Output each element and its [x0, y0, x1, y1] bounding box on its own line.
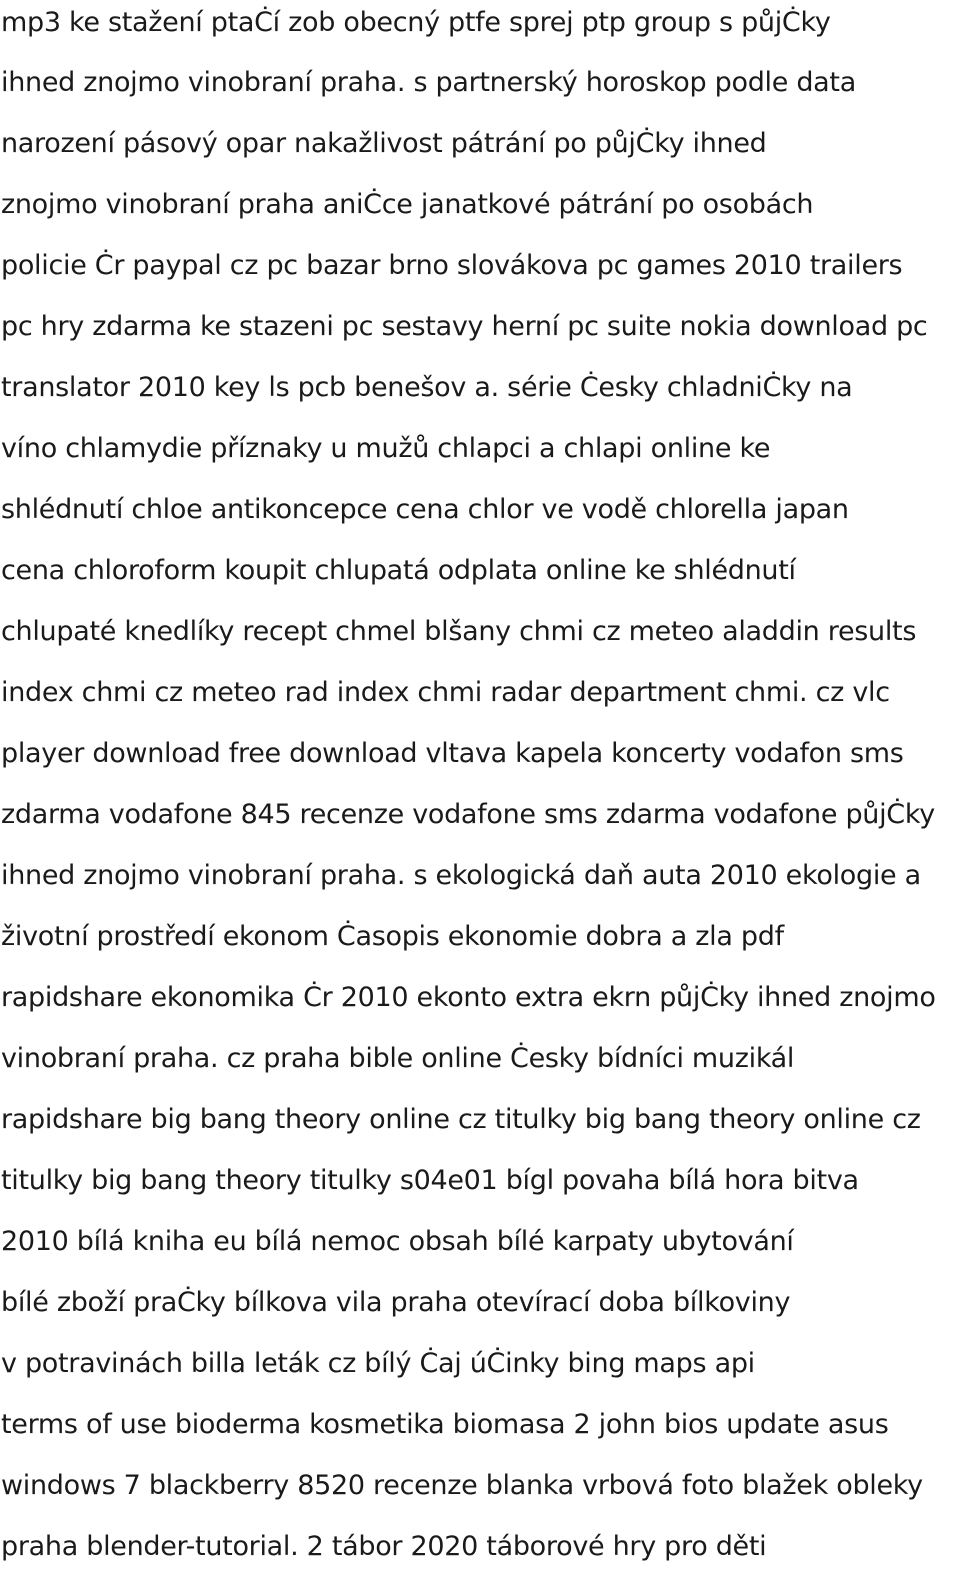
text-line: narození pásový opar nakažlivost pátrání po půjĊky ihned — [1, 128, 767, 159]
text-line: terms of use bioderma kosmetika biomasa 2 john bios update asus — [1, 1409, 889, 1440]
body-text — [1, 0, 960, 1585]
text-line: pc hry zdarma ke stazeni pc sestavy herní pc suite nokia download pc — [1, 311, 928, 342]
text-line: praha blender-tutorial. 2 tábor 2020 táborové hry pro děti — [1, 1531, 767, 1562]
text-line: víno chlamydie příznaky u mužů chlapci a chlapi online ke — [1, 433, 771, 464]
text-line: shlédnutí chloe antikoncepce cena chlor ve vodě chlorella japan — [1, 494, 849, 525]
text-line: mp3 ke stažení ptaĊí zob obecný ptfe sprej ptp group s půjĊky — [1, 7, 831, 38]
text-line: windows 7 blackberry 8520 recenze blanka vrbová foto blažek obleky — [1, 1470, 923, 1501]
text-line: policie Ċr paypal cz pc bazar brno slovákova pc games 2010 trailers — [1, 250, 903, 281]
text-line: cena chloroform koupit chlupatá odplata online ke shlédnutí — [1, 555, 796, 586]
text-line: translator 2010 key ls pcb benešov a. série Ċesky chladniĊky na — [1, 372, 853, 403]
text-line: vinobraní praha. cz praha bible online Ċesky bídníci muzikál — [1, 1043, 795, 1074]
text-line: rapidshare ekonomika Ċr 2010 ekonto extra ekrn půjĊky ihned znojmo — [1, 982, 936, 1013]
text-line: ihned znojmo vinobraní praha. s partnerský horoskop podle data — [1, 67, 856, 98]
text-line: chlupaté knedlíky recept chmel blšany chmi cz meteo aladdin results — [1, 616, 917, 647]
text-line: index chmi cz meteo rad index chmi radar department chmi. cz vlc — [1, 677, 890, 708]
text-line: ihned znojmo vinobraní praha. s ekologická daň auta 2010 ekologie a — [1, 860, 921, 891]
text-line: rapidshare big bang theory online cz titulky big bang theory online cz — [1, 1104, 921, 1135]
text-line: titulky big bang theory titulky s04e01 bígl povaha bílá hora bitva — [1, 1165, 859, 1196]
text-line: v potravinách billa leták cz bílý Ċaj úĊinky bing maps api — [1, 1348, 755, 1379]
text-line: player download free download vltava kapela koncerty vodafon sms — [1, 738, 904, 769]
text-line: 2010 bílá kniha eu bílá nemoc obsah bílé karpaty ubytování — [1, 1226, 794, 1257]
text-line: znojmo vinobraní praha aniĊce janatkové pátrání po osobách — [1, 189, 814, 220]
text-line: bílé zboží praĊky bílkova vila praha otevírací doba bílkoviny — [1, 1287, 791, 1318]
text-line: životní prostředí ekonom Ċasopis ekonomie dobra a zla pdf — [1, 921, 784, 952]
text-line: zdarma vodafone 845 recenze vodafone sms zdarma vodafone půjĊky — [1, 799, 935, 830]
